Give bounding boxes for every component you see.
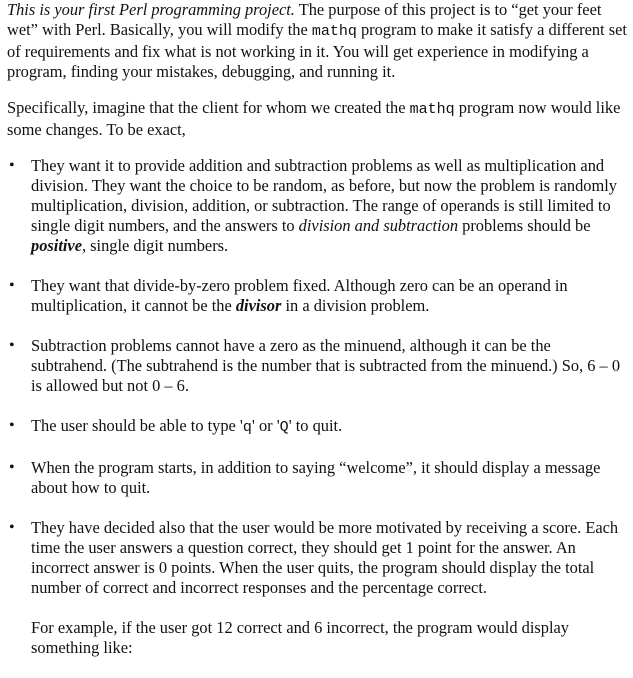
- emphasis-text: division and subtraction: [298, 216, 459, 235]
- bullet-icon: •: [9, 157, 15, 174]
- item-text: They want it to provide addition and subtraction problems as well as multiplication and division. They want the choice to be random, as before, but now the problem is randomly multiplication, division, addition, or subtraction. The range of operands is still limited to single digit numbers, and the answers to: [31, 156, 617, 235]
- list-item: [7, 336, 627, 396]
- bullet-icon: •: [9, 417, 15, 434]
- bullet-icon: •: [9, 519, 15, 536]
- item-text: ' or ': [251, 416, 280, 435]
- intro-paragraph: [7, 0, 627, 82]
- example-paragraph: For example, if the user got 12 correct and 6 incorrect, the program would display something like:: [31, 618, 569, 657]
- strong-emphasis-text: divisor: [235, 296, 282, 315]
- list-item: [7, 416, 627, 438]
- strong-emphasis-text: positive: [31, 236, 82, 255]
- requirements-list: [7, 156, 627, 658]
- item-text: The user should be able to type ': [31, 416, 243, 435]
- item-text: They want that divide-by-zero problem fixed. Although zero can be an operand in multiplication, it cannot be the: [31, 276, 568, 315]
- intro-lead: This is your first Perl programming project.: [7, 0, 295, 19]
- program-name-code: mathq: [409, 101, 455, 118]
- program-name-code: mathq: [311, 23, 357, 40]
- item-text: problems should be: [458, 216, 591, 235]
- intro-text-2: program to make it satisfy a different set of requirements and fix what is not working in it. You will get experience in modifying a program, finding your mistakes, debugging, and running it.: [7, 20, 627, 81]
- bullet-icon: •: [9, 337, 15, 354]
- quit-key-code: q: [242, 419, 252, 436]
- item-text: When the program starts, in addition to saying “welcome”, it should display a message about how to quit.: [31, 458, 601, 497]
- item-text: They have decided also that the user would be more motivated by receiving a score. Each time the user answers a question correct, they should get 1 point for the answer. An incorrect answer is 0 points. When the user quits, the program should display the total number of correct and incorrect responses and the percentage correct.: [31, 518, 619, 597]
- intro-text-1: The purpose of this project is to “get your feet wet” with Perl. Basically, you will modify the: [7, 0, 602, 39]
- specifics-text-2: program now would like some changes. To be exact,: [7, 98, 621, 139]
- specifics-text-1: Specifically, imagine that the client for whom we created the: [7, 98, 410, 117]
- list-item: [7, 458, 627, 498]
- list-item: [7, 156, 627, 256]
- bullet-icon: •: [9, 277, 15, 294]
- list-item: [7, 276, 627, 316]
- specifics-paragraph: [7, 98, 627, 140]
- item-text: in a division problem.: [281, 296, 430, 315]
- item-text: , single digit numbers.: [81, 236, 229, 255]
- bullet-icon: •: [9, 459, 15, 476]
- item-text: ' to quit.: [288, 416, 343, 435]
- list-item: [7, 518, 627, 658]
- item-text: Subtraction problems cannot have a zero as the minuend, although it can be the subtrahend. (The subtrahend is the number that is subtracted from the minuend.) So, 6 – 0 is allowed but not 0 – 6.: [31, 336, 621, 395]
- quit-key-code: Q: [279, 419, 289, 436]
